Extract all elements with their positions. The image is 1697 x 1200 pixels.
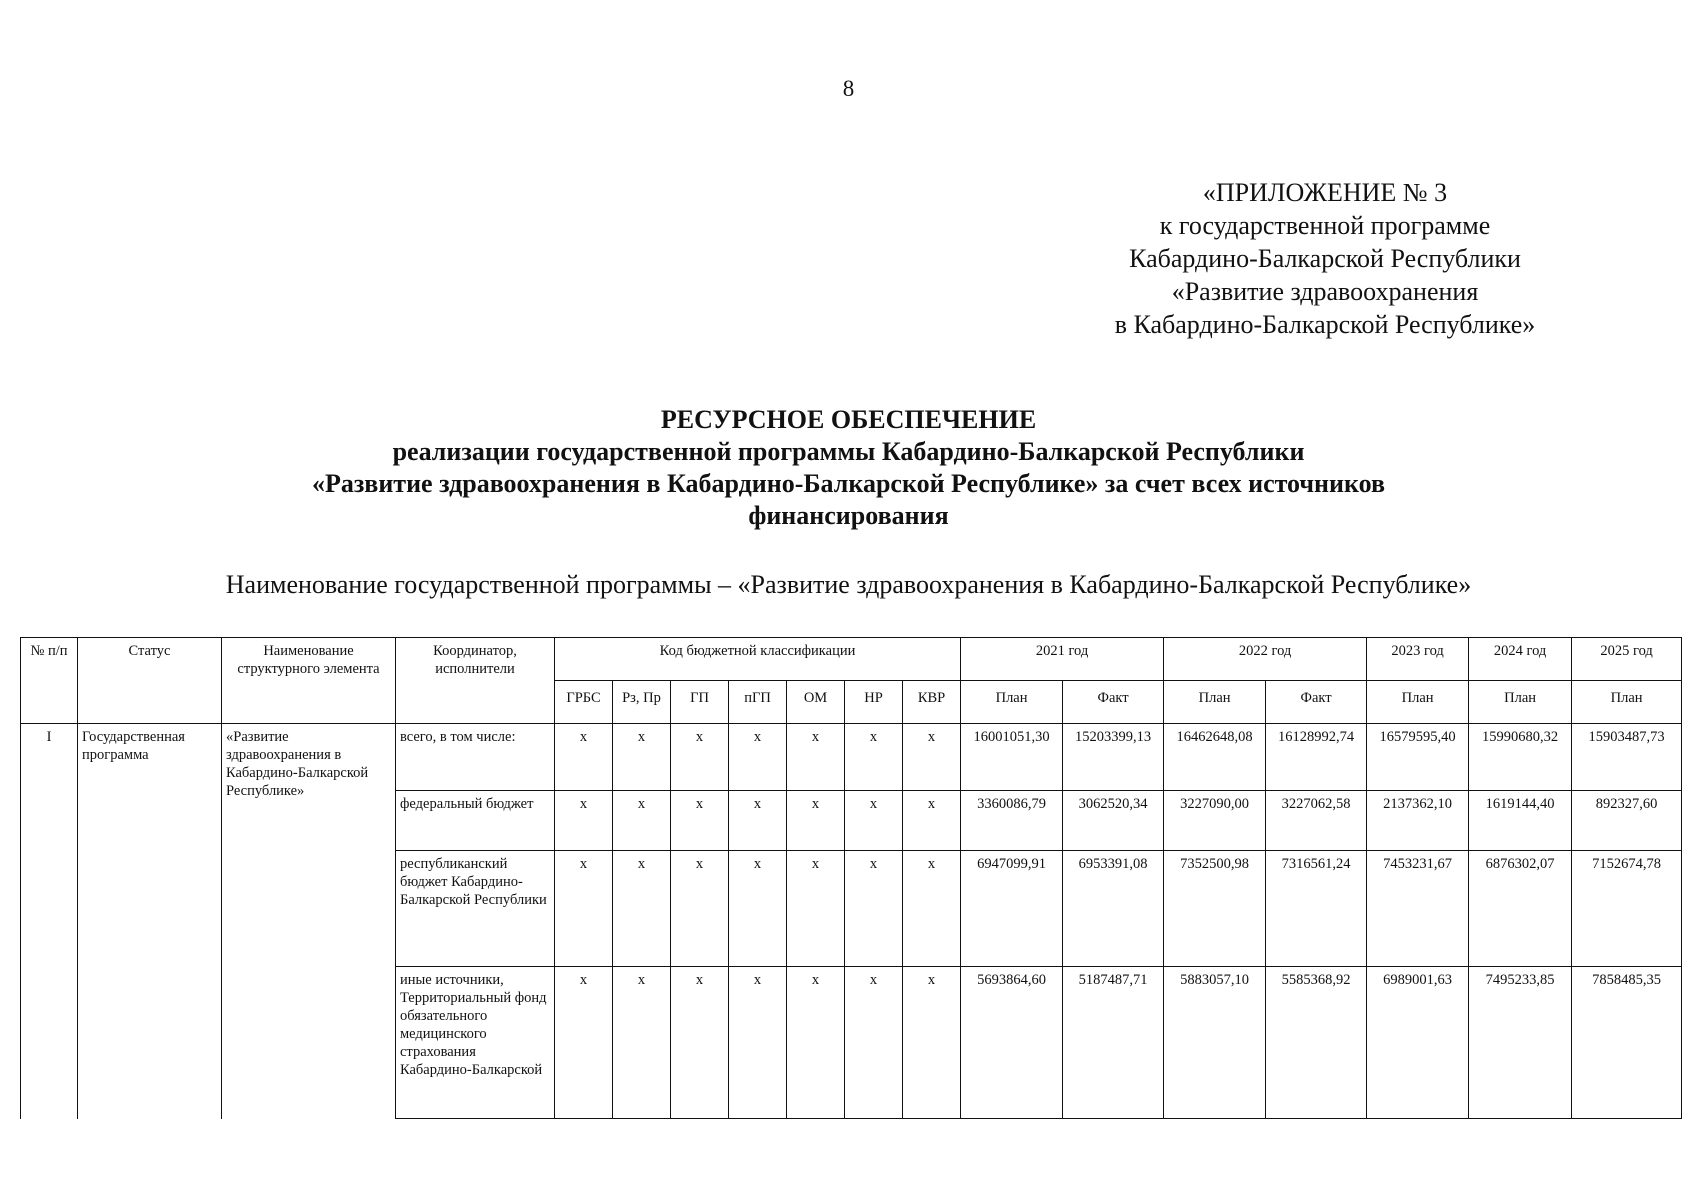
value-cell: 16579595,40 xyxy=(1367,724,1469,791)
code-cell: х xyxy=(555,967,613,1119)
code-cell: х xyxy=(613,851,671,967)
header-2025: 2025 год xyxy=(1572,638,1682,681)
value-cell: 6876302,07 xyxy=(1469,851,1572,967)
value-cell: 7152674,78 xyxy=(1572,851,1682,967)
value-cell: 15990680,32 xyxy=(1469,724,1572,791)
value-cell: 6953391,08 xyxy=(1063,851,1164,967)
code-cell: х xyxy=(729,851,787,967)
value-cell: 1619144,40 xyxy=(1469,791,1572,851)
code-cell: х xyxy=(903,967,961,1119)
value-cell: 15903487,73 xyxy=(1572,724,1682,791)
code-cell: х xyxy=(903,724,961,791)
header-code-gp: ГП xyxy=(671,681,729,724)
value-cell: 6947099,91 xyxy=(961,851,1063,967)
header-code-grbs: ГРБС xyxy=(555,681,613,724)
value-cell: 3360086,79 xyxy=(961,791,1063,851)
header-2021: 2021 год xyxy=(961,638,1164,681)
code-cell: х xyxy=(729,791,787,851)
header-coordinator: Координатор, исполнители xyxy=(396,638,555,724)
code-cell: х xyxy=(729,967,787,1119)
header-2022: 2022 год xyxy=(1164,638,1367,681)
group-num: I xyxy=(21,724,78,1119)
header-fact: Факт xyxy=(1063,681,1164,724)
code-cell: х xyxy=(787,967,845,1119)
value-cell: 5693864,60 xyxy=(961,967,1063,1119)
title-line: РЕСУРСНОЕ ОБЕСПЕЧЕНИЕ xyxy=(660,405,1037,434)
code-cell: х xyxy=(787,791,845,851)
code-cell: х xyxy=(787,724,845,791)
value-cell: 7858485,35 xyxy=(1572,967,1682,1119)
value-cell: 3227062,58 xyxy=(1266,791,1367,851)
appendix-line: «ПРИЛОЖЕНИЕ № 3 xyxy=(1202,178,1448,207)
code-cell: х xyxy=(845,791,903,851)
code-cell: х xyxy=(555,791,613,851)
code-cell: х xyxy=(613,724,671,791)
table-row xyxy=(21,724,1682,791)
code-cell: х xyxy=(613,967,671,1119)
code-cell: х xyxy=(845,724,903,791)
header-budget-code: Код бюджетной классификации xyxy=(555,638,961,681)
row-coordinator: федеральный бюджет xyxy=(396,791,555,851)
code-cell: х xyxy=(903,791,961,851)
code-cell: х xyxy=(555,724,613,791)
code-cell: х xyxy=(671,851,729,967)
group-status: Государственная программа xyxy=(78,724,222,1119)
header-plan: План xyxy=(1367,681,1469,724)
row-coordinator: всего, в том числе: xyxy=(396,724,555,791)
value-cell: 5883057,10 xyxy=(1164,967,1266,1119)
row-coordinator: иные источники, Территориальный фонд обязательного медицинского страхования Кабардино-Балкарской xyxy=(396,967,555,1119)
program-name: Наименование государственной программы – «Развитие здравоохранения в Кабардино-Балкарской Республике» xyxy=(225,570,1472,599)
appendix-line: «Развитие здравоохранения xyxy=(1171,277,1479,306)
value-cell: 15203399,13 xyxy=(1063,724,1164,791)
value-cell: 6989001,63 xyxy=(1367,967,1469,1119)
code-cell: х xyxy=(729,724,787,791)
title-line: реализации государственной программы Кабардино-Балкарской Республики xyxy=(392,437,1305,466)
header-2023: 2023 год xyxy=(1367,638,1469,681)
value-cell: 7495233,85 xyxy=(1469,967,1572,1119)
code-cell: х xyxy=(613,791,671,851)
page-number: 8 xyxy=(842,76,855,101)
code-cell: х xyxy=(671,791,729,851)
code-cell: х xyxy=(845,967,903,1119)
header-code-pgp: пГП xyxy=(729,681,787,724)
value-cell: 2137362,10 xyxy=(1367,791,1469,851)
code-cell: х xyxy=(671,967,729,1119)
code-cell: х xyxy=(787,851,845,967)
header-code-rzpr: Рз, Пр xyxy=(613,681,671,724)
header-num: № п/п xyxy=(21,638,78,724)
header-fact: Факт xyxy=(1266,681,1367,724)
appendix-line: Кабардино-Балкарской Республики xyxy=(1129,244,1521,273)
value-cell: 7352500,98 xyxy=(1164,851,1266,967)
value-cell: 5187487,71 xyxy=(1063,967,1164,1119)
value-cell: 5585368,92 xyxy=(1266,967,1367,1119)
value-cell: 7316561,24 xyxy=(1266,851,1367,967)
row-coordinator: республиканский бюджет Кабардино-Балкарской Республики xyxy=(396,851,555,967)
code-cell: х xyxy=(845,851,903,967)
header-plan: План xyxy=(1469,681,1572,724)
appendix-line: в Кабардино-Балкарской Республике» xyxy=(1114,310,1536,339)
value-cell: 7453231,67 xyxy=(1367,851,1469,967)
header-plan: План xyxy=(1164,681,1266,724)
title-line: финансирования xyxy=(748,501,949,530)
appendix-line: к государственной программе xyxy=(1159,211,1491,240)
header-plan: План xyxy=(1572,681,1682,724)
resource-table xyxy=(20,637,1682,1119)
header-code-om: ОМ xyxy=(787,681,845,724)
value-cell: 16001051,30 xyxy=(961,724,1063,791)
header-element-name: Наименование структурного элемента xyxy=(222,638,396,724)
header-2024: 2024 год xyxy=(1469,638,1572,681)
code-cell: х xyxy=(903,851,961,967)
group-element-name: «Развитие здравоохранения в Кабардино-Балкарской Республике» xyxy=(222,724,396,1119)
header-code-nr: НР xyxy=(845,681,903,724)
value-cell: 3227090,00 xyxy=(1164,791,1266,851)
document-title xyxy=(0,404,1697,532)
header-code-kvr: КВР xyxy=(903,681,961,724)
value-cell: 892327,60 xyxy=(1572,791,1682,851)
code-cell: х xyxy=(555,851,613,967)
value-cell: 16462648,08 xyxy=(1164,724,1266,791)
title-line: «Развитие здравоохранения в Кабардино-Балкарской Республике» за счет всех источников xyxy=(311,469,1386,498)
code-cell: х xyxy=(671,724,729,791)
header-status: Статус xyxy=(78,638,222,724)
value-cell: 16128992,74 xyxy=(1266,724,1367,791)
appendix-header xyxy=(1065,176,1585,341)
header-plan: План xyxy=(961,681,1063,724)
value-cell: 3062520,34 xyxy=(1063,791,1164,851)
